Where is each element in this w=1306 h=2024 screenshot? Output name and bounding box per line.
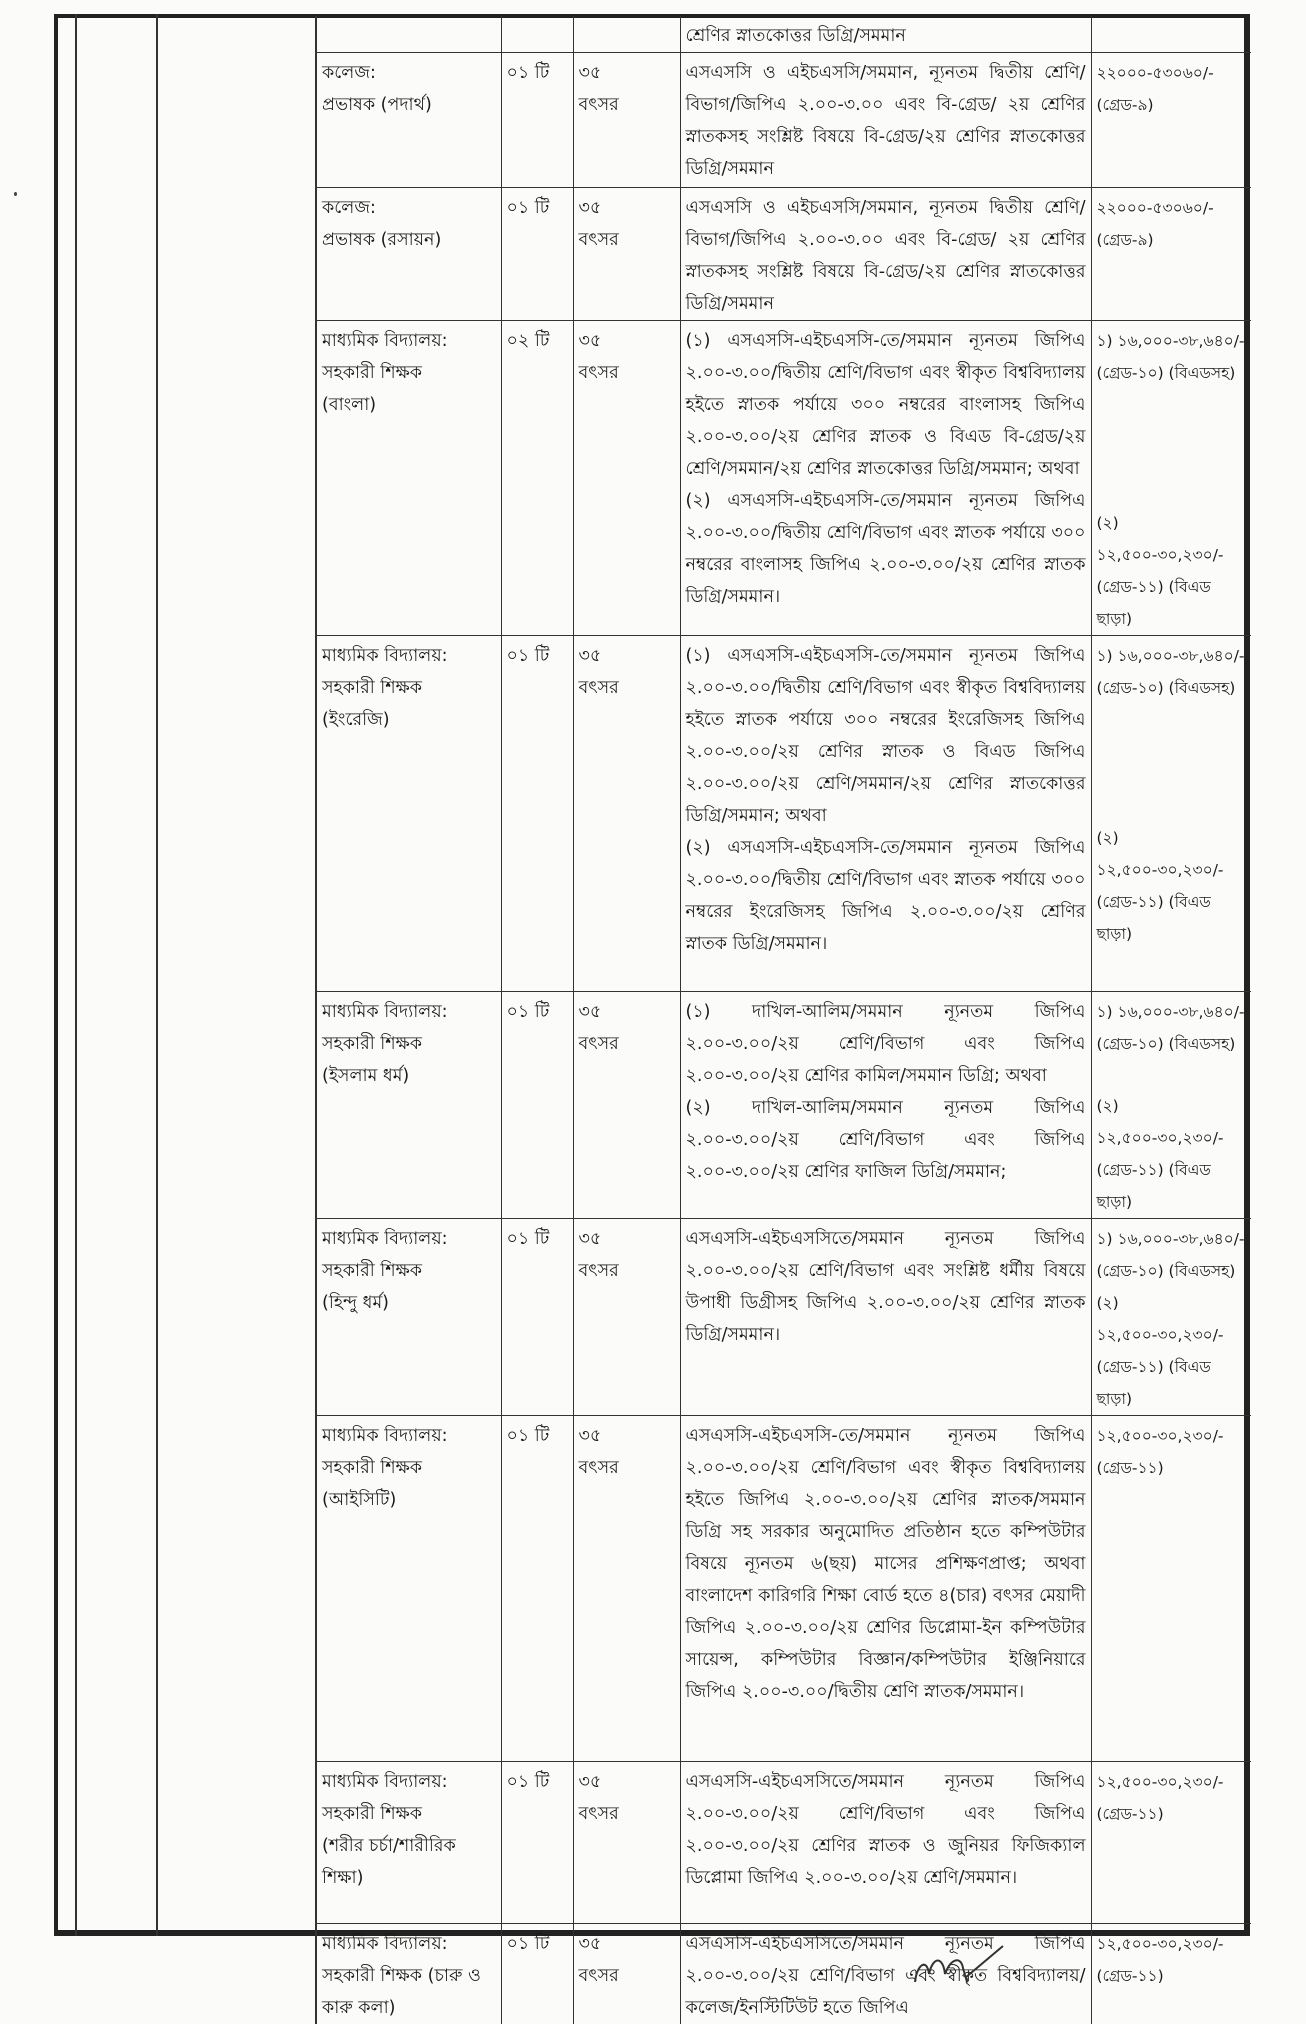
- pay-scale-cell: [1091, 1219, 1251, 1416]
- pay-scale-cell: [1091, 1924, 1251, 2024]
- vacancy-count: ০১ টি: [501, 1924, 573, 2024]
- post-name: মাধ্যমিক বিদ্যালয়: সহকারী শিক্ষক (আইসিটি): [316, 1416, 501, 1762]
- pay-scale-cell: [1091, 636, 1251, 992]
- post-name: কলেজ: প্রভাষক (পদার্থ): [316, 53, 501, 188]
- age-limit: ৩৫ বৎসর: [573, 188, 680, 321]
- pay-scale-text: ১২,৫০০-৩০,২৩০/- (গ্রেড-১১): [1097, 1766, 1247, 1830]
- table-row: [316, 188, 1251, 321]
- post-name: মাধ্যমিক বিদ্যালয়: সহকারী শিক্ষক (ইংরেজি): [316, 636, 501, 992]
- pay-scale-text: ১২,৫০০-৩০,২৩০/- (গ্রেড-১১): [1097, 1928, 1247, 1992]
- qualification-cell: [680, 636, 1091, 992]
- recruitment-table: [315, 16, 1251, 2024]
- pay-scale-text: ১) ১৬,০০০-৩৮,৬৪০/- (গ্রেড-১০) (বিএডসহ): [1097, 640, 1247, 704]
- qualification-text: এসএসসি-এইচএসসি-তে/সমমান ন্যূনতম জিপিএ ২.০০-৩.০০/২য় শ্রেণি/বিভাগ এবং স্বীকৃত বিশ্ববিদ্যালয় হইতে জিপিএ ২.০০-৩.০০/২য় শ্রেণির স্নাতক/সমমান ডিগ্রি সহ সরকার অনুমোদিত প্রতিষ্ঠান হতে কম্পিউটার বিষয়ে ন্যূনতম ৬(ছয়) মাসের প্রশিক্ষণপ্রাপ্ত; অথবা বাংলাদেশ কারিগরি শিক্ষা বোর্ড হতে ৪(চার) বৎসর মেয়াদী জিপিএ ২.০০-৩.০০/২য় শ্রেণির ডিপ্লোমা-ইন কম্পিউটার সায়েন্স, কম্পিউটার বিজ্ঞান/কম্পিউটার ইঞ্জিনিয়ারে জিপিএ ২.০০-৩.০০/দ্বিতীয় শ্রেণি স্নাতক/সমমান।: [686, 1420, 1086, 1708]
- qualification-text: এসএসসি-এইচএসসিতে/সমমান ন্যূনতম জিপিএ ২.০০-৩.০০/২য় শ্রেণি/বিভাগ এবং সংশ্লিষ্ট ধর্মীয় বিষয়ে উপাধী ডিগ্রীসহ জিপিএ ২.০০-৩.০০/২য় শ্রেণির স্নাতক ডিগ্রি/সমমান।: [686, 1223, 1086, 1351]
- pay-scale-text: ২২০০০-৫৩০৬০/- (গ্রেড-৯): [1097, 192, 1247, 256]
- vacancy-count: ০১ টি: [501, 636, 573, 992]
- qualification-cell: [680, 1219, 1091, 1416]
- qualification-text: (১) এসএসসি-এইচএসসি-তে/সমমান ন্যূনতম জিপিএ ২.০০-৩.০০/দ্বিতীয় শ্রেণি/বিভাগ এবং স্বীকৃত বিশ্ববিদ্যালয় হইতে স্নাতক পর্যায়ে ৩০০ নম্বরের ইংরেজিসহ জিপিএ ২.০০-৩.০০/২য় শ্রেণির স্নাতক ও বিএড জিপিএ ২.০০-৩.০০/২য় শ্রেণি/সমমান/২য় শ্রেণির স্নাতকোত্তর ডিগ্রি/সমমান; অথবা: [686, 640, 1086, 832]
- qualification-text: এসএসসি ও এইচএসসি/সমমান, ন্যূনতম দ্বিতীয় শ্রেণি/বিভাগ/জিপিএ ২.০০-৩.০০ এবং বি-গ্রেড/ ২য় শ্রেণির স্নাতকসহ সংশ্লিষ্ট বিষয়ে বি-গ্রেড/২য় শ্রেণির স্নাতকোত্তর ডিগ্রি/সমমান: [686, 57, 1086, 185]
- pay-scale-cell: [1091, 992, 1251, 1219]
- vacancy-count: ০২ টি: [501, 321, 573, 636]
- qualification-text: এসএসসি ও এইচএসসি/সমমান, ন্যূনতম দ্বিতীয় শ্রেণি/বিভাগ/জিপিএ ২.০০-৩.০০ এবং বি-গ্রেড/ ২য় শ্রেণির স্নাতকসহ সংশ্লিষ্ট বিষয়ে বি-গ্রেড/২য় শ্রেণির স্নাতকোত্তর ডিগ্রি/সমমান: [686, 192, 1086, 320]
- table-row: [316, 321, 1251, 636]
- qualification-text: এসএসসি-এইচএসসিতে/সমমান ন্যূনতম জিপিএ ২.০০-৩.০০/২য় শ্রেণি/বিভাগ এবং স্বীকৃত বিশ্ববিদ্যালয়/কলেজ/ইনস্টিটিউট হতে জিপিএ: [686, 1928, 1086, 2024]
- pay-scale-text: ১২,৫০০-৩০,২৩০/- (গ্রেড-১১): [1097, 1420, 1247, 1484]
- table-row: [316, 992, 1251, 1219]
- table-row: [316, 16, 1251, 53]
- age-limit: ৩৫ বৎসর: [573, 1924, 680, 2024]
- column-divider: [75, 14, 77, 1936]
- age-limit: ৩৫ বৎসর: [573, 992, 680, 1219]
- pay-scale-text: (২) ১২,৫০০-৩০,২৩০/- (গ্রেড-১১) (বিএড ছাড়া): [1097, 822, 1247, 950]
- qualification-cell: [680, 1416, 1091, 1762]
- pay-scale-text: (২) ১২,৫০০-৩০,২৩০/- (গ্রেড-১১) (বিএড ছাড়া): [1097, 1287, 1247, 1415]
- pay-scale-cell: [1091, 1762, 1251, 1924]
- pay-scale-text: (২) ১২,৫০০-৩০,২৩০/- (গ্রেড-১১) (বিএড ছাড়া): [1097, 1090, 1247, 1218]
- age-limit: [573, 16, 680, 53]
- qualification-text: (১) এসএসসি-এইচএসসি-তে/সমমান ন্যূনতম জিপিএ ২.০০-৩.০০/দ্বিতীয় শ্রেণি/বিভাগ এবং স্বীকৃত বিশ্ববিদ্যালয় হইতে স্নাতক পর্যায়ে ৩০০ নম্বরের বাংলাসহ জিপিএ ২.০০-৩.০০/২য় শ্রেণির স্নাতক ও বিএড বি-গ্রেড/২য় শ্রেণি/সমমান/২য় শ্রেণির স্নাতকোত্তর ডিগ্রি/সমমান; অথবা: [686, 325, 1086, 485]
- qualification-text: (২) এসএসসি-এইচএসসি-তে/সমমান ন্যূনতম জিপিএ ২.০০-৩.০০/দ্বিতীয় শ্রেণি/বিভাগ এবং স্নাতক পর্যায়ে ৩০০ নম্বরের বাংলাসহ জিপিএ ২.০০-৩.০০/২য় শ্রেণির স্নাতক ডিগ্রি/সমমান।: [686, 485, 1086, 613]
- age-limit: ৩৫ বৎসর: [573, 1219, 680, 1416]
- table-row: [316, 1924, 1251, 2024]
- qualification-cell: [680, 53, 1091, 188]
- vacancy-count: [501, 16, 573, 53]
- qualification-cell: [680, 16, 1091, 53]
- qualification-text: (২) দাখিল-আলিম/সমমান ন্যূনতম জিপিএ ২.০০-৩.০০/২য় শ্রেণি/বিভাগ এবং জিপিএ ২.০০-৩.০০/২য় শ্রেণির ফাজিল ডিগ্রি/সমমান;: [686, 1092, 1086, 1188]
- pay-scale-cell: [1091, 16, 1251, 53]
- table-row: [316, 1416, 1251, 1762]
- qualification-text: শ্রেণির স্নাতকোত্তর ডিগ্রি/সমমান: [686, 20, 1086, 52]
- vacancy-count: ০১ টি: [501, 1762, 573, 1924]
- age-limit: ৩৫ বৎসর: [573, 636, 680, 992]
- pay-scale-cell: [1091, 53, 1251, 188]
- vacancy-count: ০১ টি: [501, 188, 573, 321]
- post-name: কলেজ: প্রভাষক (রসায়ন): [316, 188, 501, 321]
- pay-scale-text: (২) ১২,৫০০-৩০,২৩০/- (গ্রেড-১১) (বিএড ছাড়া): [1097, 507, 1247, 635]
- post-name: মাধ্যমিক বিদ্যালয়: সহকারী শিক্ষক (বাংলা): [316, 321, 501, 636]
- pay-scale-text: ১) ১৬,০০০-৩৮,৬৪০/- (গ্রেড-১০) (বিএডসহ): [1097, 1223, 1247, 1287]
- table-row: [316, 53, 1251, 188]
- post-name: [316, 16, 501, 53]
- vacancy-count: ০১ টি: [501, 1219, 573, 1416]
- pay-scale-text: ১) ১৬,০০০-৩৮,৬৪০/- (গ্রেড-১০) (বিএডসহ): [1097, 325, 1247, 389]
- pay-scale-cell: [1091, 188, 1251, 321]
- table-row: [316, 1762, 1251, 1924]
- column-divider: [156, 14, 158, 1936]
- qualification-cell: [680, 188, 1091, 321]
- qualification-text: এসএসসি-এইচএসসিতে/সমমান ন্যূনতম জিপিএ ২.০০-৩.০০/২য় শ্রেণি/বিভাগ এবং জিপিএ ২.০০-৩.০০/২য় শ্রেণির স্নাতক ও জুনিয়র ফিজিক্যাল ডিপ্লোমা জিপিএ ২.০০-৩.০০/২য় শ্রেণি/সমমান।: [686, 1766, 1086, 1894]
- qualification-cell: [680, 321, 1091, 636]
- table-row: [316, 636, 1251, 992]
- pay-scale-text: ১) ১৬,০০০-৩৮,৬৪০/- (গ্রেড-১০) (বিএডসহ): [1097, 996, 1247, 1060]
- post-name: মাধ্যমিক বিদ্যালয়: সহকারী শিক্ষক (হিন্দু ধর্ম): [316, 1219, 501, 1416]
- pay-scale-cell: [1091, 1416, 1251, 1762]
- qualification-cell: [680, 992, 1091, 1219]
- qualification-text: (২) এসএসসি-এইচএসসি-তে/সমমান ন্যূনতম জিপিএ ২.০০-৩.০০/দ্বিতীয় শ্রেণি/বিভাগ এবং স্নাতক পর্যায়ে ৩০০ নম্বরের ইংরেজিসহ জিপিএ ২.০০-৩.০০/২য় শ্রেণির স্নাতক ডিগ্রি/সমমান।: [686, 832, 1086, 960]
- scan-speck: [14, 192, 17, 196]
- pay-scale-text: ২২০০০-৫৩০৬০/- (গ্রেড-৯): [1097, 57, 1247, 121]
- table-row: [316, 1219, 1251, 1416]
- post-name: মাধ্যমিক বিদ্যালয়: সহকারী শিক্ষক (ইসলাম ধর্ম): [316, 992, 501, 1219]
- age-limit: ৩৫ বৎসর: [573, 1762, 680, 1924]
- post-name: মাধ্যমিক বিদ্যালয়: সহকারী শিক্ষক (চারু ও কারু কলা): [316, 1924, 501, 2024]
- post-name: মাধ্যমিক বিদ্যালয়: সহকারী শিক্ষক (শরীর চর্চা/শারীরিক শিক্ষা): [316, 1762, 501, 1924]
- pay-scale-cell: [1091, 321, 1251, 636]
- qualification-text: (১) দাখিল-আলিম/সমমান ন্যূনতম জিপিএ ২.০০-৩.০০/২য় শ্রেণি/বিভাগ এবং জিপিএ ২.০০-৩.০০/২য় শ্রেণির কামিল/সমমান ডিগ্রি; অথবা: [686, 996, 1086, 1092]
- vacancy-count: ০১ টি: [501, 1416, 573, 1762]
- vacancy-count: ০১ টি: [501, 53, 573, 188]
- signature: [905, 1944, 1035, 1986]
- qualification-cell: [680, 1762, 1091, 1924]
- age-limit: ৩৫ বৎসর: [573, 1416, 680, 1762]
- vacancy-count: ০১ টি: [501, 992, 573, 1219]
- age-limit: ৩৫ বৎসর: [573, 53, 680, 188]
- age-limit: ৩৫ বৎসর: [573, 321, 680, 636]
